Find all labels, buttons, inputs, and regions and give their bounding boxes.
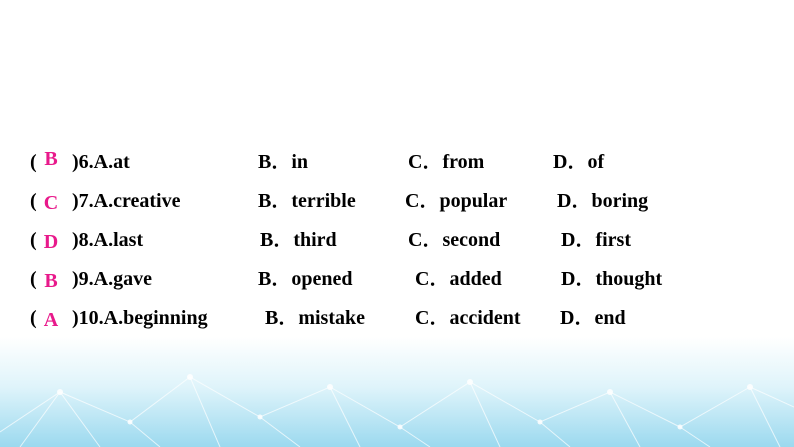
question-stem: )7.A.creative [72,190,181,212]
option-c: C．popular [405,190,508,212]
open-paren: ( [30,151,37,173]
option-b: B．in [258,151,309,173]
option-d: D．of [553,151,605,173]
option-d: D．boring [557,190,649,212]
question-row-8 [30,225,770,255]
question-stem: )6.A.at [72,151,130,173]
option-b: B．terrible [258,190,356,212]
answer-label: D [43,231,59,253]
option-d: D．thought [561,268,663,290]
open-paren: ( [30,307,37,329]
option-b: B．third [260,229,337,251]
answer-label: B [44,148,58,170]
question-row-7 [30,186,770,216]
question-stem: )10.A.beginning [72,307,208,329]
question-row-6 [30,147,770,177]
answer-label: B [44,270,58,292]
option-c: C．second [408,229,501,251]
option-c: C．from [408,151,485,173]
answer-label: A [43,309,59,331]
option-c: C．added [415,268,502,290]
option-b: B．mistake [265,307,365,329]
option-c: C．accident [415,307,521,329]
question-row-9 [30,264,770,294]
decorative-network-pattern [0,337,794,447]
question-stem: )8.A.last [72,229,144,251]
open-paren: ( [30,229,37,251]
option-b: B．opened [258,268,353,290]
question-row-10 [30,303,770,333]
option-d: D．first [561,229,631,251]
answer-label: C [43,192,59,214]
open-paren: ( [30,268,37,290]
question-stem: )9.A.gave [72,268,152,290]
option-d: D．end [560,307,626,329]
open-paren: ( [30,190,37,212]
